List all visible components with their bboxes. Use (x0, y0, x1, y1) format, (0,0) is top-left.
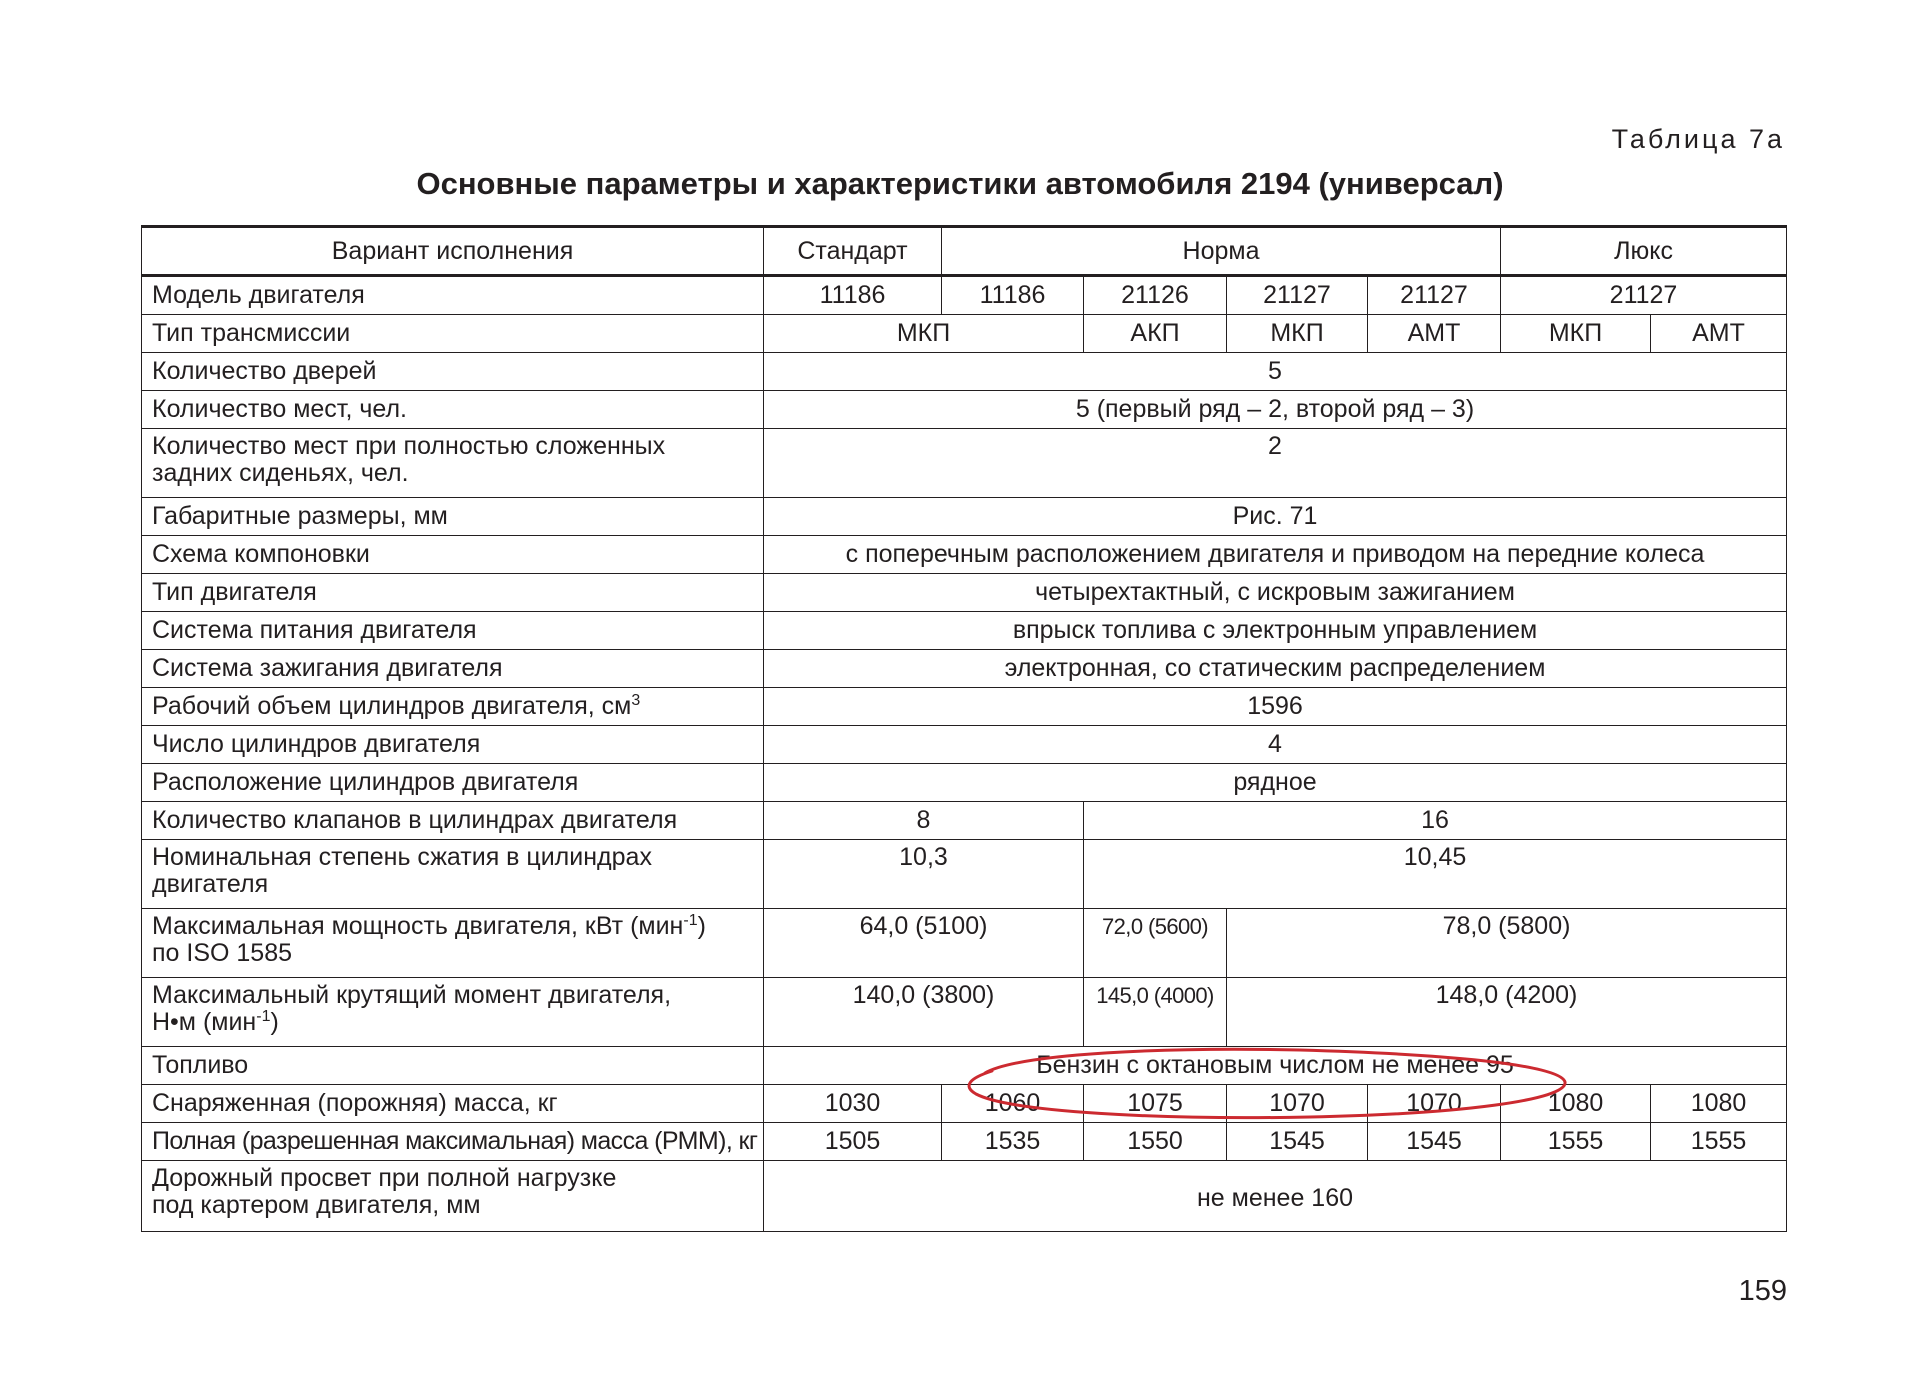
row-label: Система зажигания двигателя (142, 650, 764, 688)
page-number: 159 (1738, 1275, 1787, 1307)
row-label: Количество дверей (142, 353, 764, 391)
table-row (142, 391, 1787, 429)
row-label-text: ) (270, 1008, 279, 1036)
row-label: Количество мест, чел. (142, 391, 764, 429)
row-label: Полная (разрешенная максимальная) масса (РММ), кг (142, 1123, 764, 1161)
engine-model-cell: 21127 (1501, 276, 1787, 315)
table-row (142, 688, 1787, 726)
power-cell: 78,0 (5800) (1227, 909, 1787, 978)
table-row (142, 840, 1787, 909)
row-label-line: задних сиденьях, чел. (152, 459, 409, 487)
seats-value: 5 (первый ряд – 2, второй ряд – 3) (764, 391, 1787, 429)
row-label-line: Номинальная степень сжатия в цилиндрах (152, 843, 652, 871)
gross-weight-cell: 1555 (1651, 1123, 1787, 1161)
table-row (142, 909, 1787, 978)
row-label (142, 840, 764, 909)
row-label: Тип двигателя (142, 574, 764, 612)
table-caption: Таблица 7а (1611, 124, 1785, 154)
row-label: Число цилиндров двигателя (142, 726, 764, 764)
row-label: Схема компоновки (142, 536, 764, 574)
transmission-cell: МКП (1227, 315, 1368, 353)
table-row (142, 429, 1787, 498)
engine-type-value: четырехтактный, с искровым зажиганием (764, 574, 1787, 612)
power-cell: 64,0 (5100) (764, 909, 1084, 978)
gross-weight-cell: 1545 (1227, 1123, 1368, 1161)
gross-weight-cell: 1550 (1084, 1123, 1227, 1161)
compression-cell: 10,45 (1084, 840, 1787, 909)
table-row (142, 650, 1787, 688)
doors-value: 5 (764, 353, 1787, 391)
table-row (142, 1047, 1787, 1085)
row-label-text: Рабочий объем цилиндров двигателя, см (152, 692, 632, 720)
curb-weight-cell: 1070 (1368, 1085, 1501, 1123)
table-row (142, 353, 1787, 391)
row-label: Количество клапанов в цилиндрах двигателя (142, 802, 764, 840)
row-label-text: ) (697, 912, 706, 940)
row-label-line: Н•м (мин (152, 1008, 257, 1036)
row-label: Система питания двигателя (142, 612, 764, 650)
row-label (142, 909, 764, 978)
row-label-line: двигателя (152, 870, 269, 898)
row-label-line: по ISO 1585 (152, 939, 293, 967)
transmission-cell: АКП (1084, 315, 1227, 353)
table-row (142, 764, 1787, 802)
gross-weight-cell: 1535 (942, 1123, 1084, 1161)
curb-weight-cell: 1060 (942, 1085, 1084, 1123)
engine-model-cell: 11186 (942, 276, 1084, 315)
row-label: Топливо (142, 1047, 764, 1085)
transmission-cell: МКП (1501, 315, 1651, 353)
curb-weight-cell: 1030 (764, 1085, 942, 1123)
row-label-line: Количество мест при полностью сложенных (152, 432, 666, 460)
superscript: -1 (683, 912, 698, 929)
curb-weight-cell: 1075 (1084, 1085, 1227, 1123)
table-row (142, 574, 1787, 612)
table-row (142, 315, 1787, 353)
header-row (142, 227, 1787, 276)
engine-model-cell: 21127 (1227, 276, 1368, 315)
table-row (142, 1161, 1787, 1232)
valves-cell: 16 (1084, 802, 1787, 840)
compression-cell: 10,3 (764, 840, 1084, 909)
torque-cell: 148,0 (4200) (1227, 978, 1787, 1047)
torque-cell: 140,0 (3800) (764, 978, 1084, 1047)
row-label: Расположение цилиндров двигателя (142, 764, 764, 802)
page-title: Основные параметры и характеристики автомобиля 2194 (универсал) (416, 166, 1504, 201)
superscript: 3 (631, 692, 641, 709)
cylinders-value: 4 (764, 726, 1787, 764)
engine-model-cell: 21127 (1368, 276, 1501, 315)
row-label (142, 688, 764, 726)
curb-weight-cell: 1070 (1227, 1085, 1368, 1123)
torque-cell: 145,0 (4000) (1084, 978, 1227, 1047)
transmission-cell: АМТ (1368, 315, 1501, 353)
table-row (142, 498, 1787, 536)
gross-weight-cell: 1545 (1368, 1123, 1501, 1161)
row-label (142, 1161, 764, 1232)
curb-weight-cell: 1080 (1501, 1085, 1651, 1123)
table-row (142, 1085, 1787, 1123)
table-row (142, 276, 1787, 315)
fuel-system-value: впрыск топлива с электронным управлением (764, 612, 1787, 650)
ignition-value: электронная, со статическим распределением (764, 650, 1787, 688)
row-label-line: Максимальный крутящий момент двигателя, (152, 981, 672, 1009)
transmission-cell: МКП (764, 315, 1084, 353)
table-row (142, 1123, 1787, 1161)
layout-value: с поперечным расположением двигателя и приводом на передние колеса (764, 536, 1787, 574)
row-label: Модель двигателя (142, 276, 764, 315)
valves-cell: 8 (764, 802, 1084, 840)
seats-folded-value: 2 (764, 429, 1787, 498)
header-luxe: Люкс (1501, 227, 1787, 276)
row-label: Снаряженная (порожняя) масса, кг (142, 1085, 764, 1123)
dimensions-value: Рис. 71 (764, 498, 1787, 536)
row-label-line: Максимальная мощность двигателя, кВт (мин (152, 912, 684, 940)
header-standard: Стандарт (764, 227, 942, 276)
gross-weight-cell: 1505 (764, 1123, 942, 1161)
cylinder-layout-value: рядное (764, 764, 1787, 802)
specifications-table (141, 225, 1787, 1232)
gross-weight-cell: 1555 (1501, 1123, 1651, 1161)
curb-weight-cell: 1080 (1651, 1085, 1787, 1123)
engine-model-cell: 11186 (764, 276, 942, 315)
table-row (142, 612, 1787, 650)
row-label (142, 978, 764, 1047)
power-cell: 72,0 (5600) (1084, 909, 1227, 978)
row-label: Тип трансмиссии (142, 315, 764, 353)
table-row (142, 726, 1787, 764)
row-label (142, 429, 764, 498)
displacement-value: 1596 (764, 688, 1787, 726)
ground-clearance-value: не менее 160 (764, 1161, 1787, 1232)
table-row (142, 536, 1787, 574)
header-norma: Норма (942, 227, 1501, 276)
header-variant: Вариант исполнения (142, 227, 764, 276)
table-row (142, 978, 1787, 1047)
superscript: -1 (256, 1008, 271, 1025)
engine-model-cell: 21126 (1084, 276, 1227, 315)
row-label-line: Дорожный просвет при полной нагрузке (152, 1164, 617, 1192)
row-label: Габаритные размеры, мм (142, 498, 764, 536)
table-row (142, 802, 1787, 840)
row-label-line: под картером двигателя, мм (152, 1191, 481, 1219)
fuel-value: Бензин с октановым числом не менее 95 (764, 1047, 1787, 1085)
transmission-cell: АМТ (1651, 315, 1787, 353)
